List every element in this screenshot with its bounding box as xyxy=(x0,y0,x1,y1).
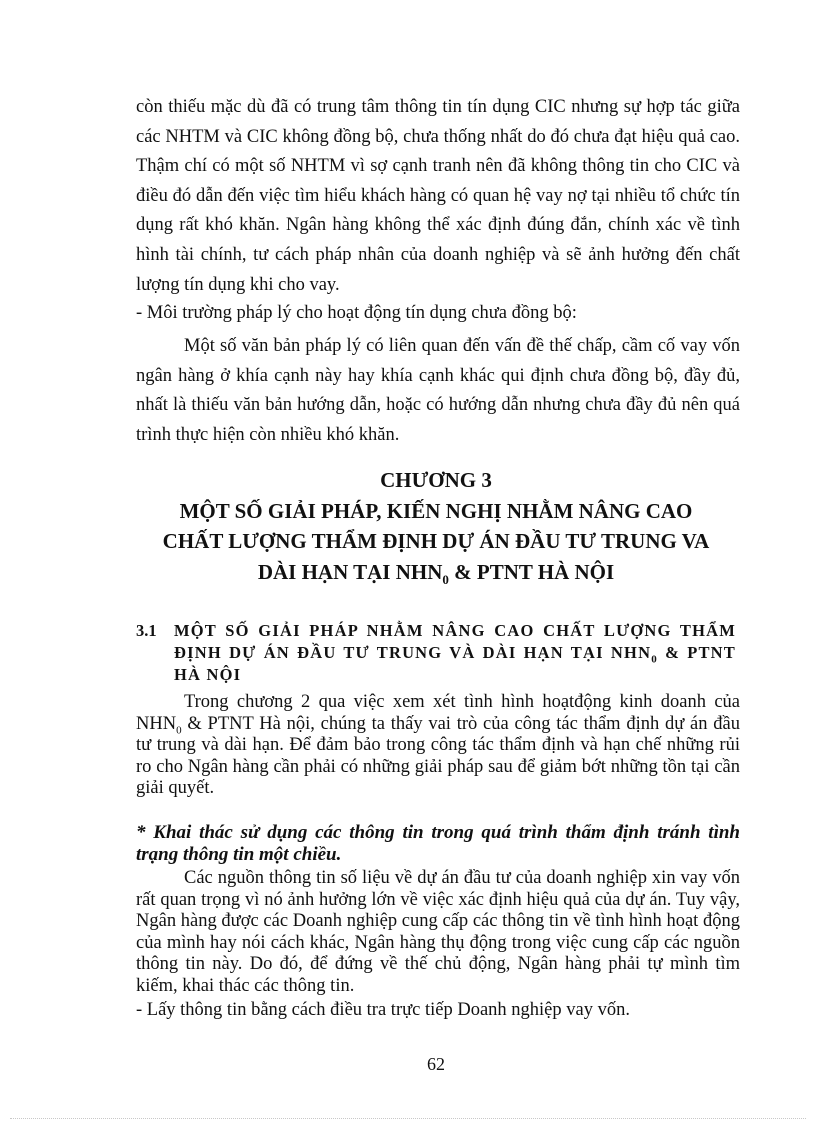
chapter-label: CHƯƠNG 3 xyxy=(380,468,492,492)
chapter-title-subscript: 0 xyxy=(442,571,449,587)
section-title-start: MỘT SỐ GIẢI PHÁP NHẰM NÂNG CAO CHẤT LƯỢNG THẨM ĐỊNH DỰ ÁN ĐẦU TƯ TRUNG VÀ DÀI HẠN TẠI NHN xyxy=(174,621,736,662)
intro-subscript: 0 xyxy=(176,724,182,737)
chapter-title-line-3-end: & PTNT HÀ NỘI xyxy=(448,559,615,584)
section-title-subscript: 0 xyxy=(651,653,658,666)
chapter-title-line-3-start: DÀI HẠN TẠI NHN xyxy=(257,559,443,584)
chapter-title-line-3 xyxy=(257,559,615,587)
chapter-heading xyxy=(96,465,776,587)
solution-heading: * Khai thác sử dụng các thông tin trong quá trình thẩm định tránh tình trạng thông tin một chiều. xyxy=(136,822,740,865)
intro-text-end: & PTNT Hà nội, chúng ta thấy vai trò của công tác thẩm định dự án đầu tư trung và dài hạn. Để đảm bảo trong công tác thẩm định và hạn chế những rủi ro cho Ngân hàng cần phải có những giải pháp sau để giảm bớt những tồn tại cần giải quyết. xyxy=(136,713,740,798)
page-number: 62 xyxy=(427,1054,445,1074)
paragraph-cic-information: còn thiếu mặc dù đã có trung tâm thông tin tín dụng CIC nhưng sự hợp tác giữa các NHTM và CIC không đồng bộ, chưa thống nhất do đó chưa đạt hiệu quả cao. Thậm chí có một số NHTM vì sợ cạnh tranh nên đã không thông tin cho CIC và điều đó dẫn đến việc tìm hiểu khách hàng có quan hệ vay nợ tại nhiều tổ chức tín dụng rất khó khăn. Ngân hàng không thể xác định đúng đắn, chính xác về tình hình tài chính, tư cách pháp nhân của doanh nghiệp và sẽ ảnh hưởng đến chất lượng tín dụng khi cho vay. xyxy=(136,97,740,295)
paragraph-legal-documents: Một số văn bản pháp lý có liên quan đến vấn đề thế chấp, cầm cố vay vốn ngân hàng ở khía cạnh này hay khía cạnh khác qui định chưa đồng bộ, đầy đủ, nhất là thiếu văn bản hướng dẫn, hoặc có hướng dẫn nhưng chưa đầy đủ nên quá trình thực hiện còn nhiều khó khăn. xyxy=(136,336,740,445)
bullet-direct-survey: - Lấy thông tin bằng cách điều tra trực tiếp Doanh nghiệp vay vốn. xyxy=(136,1000,630,1020)
page-bottom-divider xyxy=(10,1118,806,1119)
section-heading xyxy=(136,620,736,686)
bullet-legal-environment: - Môi trường pháp lý cho hoạt động tín dụng chưa đồng bộ: xyxy=(136,303,577,323)
section-title-end: & PTNT HÀ NỘI xyxy=(174,643,736,684)
paragraph-intro xyxy=(136,692,740,800)
paragraph-solution-body: Các nguồn thông tin số liệu về dự án đầu tư của doanh nghiệp xin vay vốn rất quan trọng vì nó ảnh hưởng lớn về việc xác định hiệu quả của dự án. Tuy vậy, Ngân hàng được các Doanh nghiệp cung cấp các thông tin về tình hình hoạt động của mình hay nói cách khác, Ngân hàng thụ động trong việc cung cấp các nguồn thông tin này. Do đó, để đứng về thế chủ động, Ngân hàng phải tự mình tìm kiếm, khai thác các thông tin. xyxy=(136,868,740,996)
chapter-title-line-1: MỘT SỐ GIẢI PHÁP, KIẾN NGHỊ NHẰM NÂNG CAO xyxy=(179,498,693,523)
section-number: 3.1 xyxy=(136,621,157,640)
chapter-title-line-2: CHẤT LƯỢNG THẨM ĐỊNH DỰ ÁN ĐẦU TƯ TRUNG VA xyxy=(162,529,710,553)
section-title xyxy=(174,620,736,686)
intro-text-start: Trong chương 2 qua việc xem xét tình hình hoạtđộng kinh doanh của NHN xyxy=(136,692,740,734)
